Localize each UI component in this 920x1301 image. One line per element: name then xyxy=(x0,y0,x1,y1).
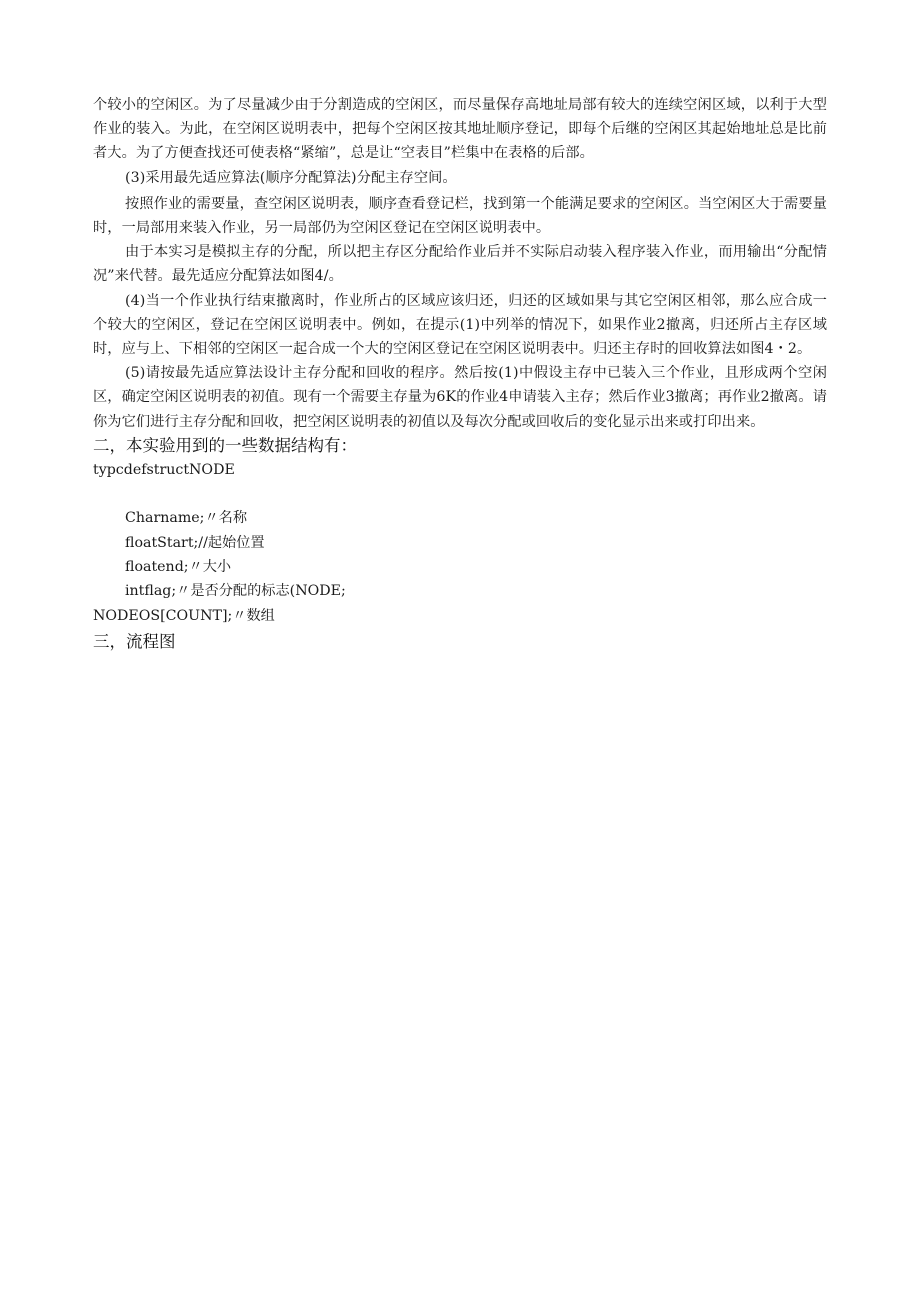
code-blank-line xyxy=(93,482,827,506)
code-line-name: Charname;〃名称 xyxy=(125,510,248,527)
paragraph-assignment-task: (5)请按最先适应算法设计主存分配和回收的程序。然后按(1)中假设主存中已装入三个作业，且形成两个空闲区，确定空闲区说明表的初值。现有一个需要主存量为6K的作业4申请装入主存；然后作业3撤离；再作业2撤离。请你为它们进行主存分配和回收，把空闲区说明表的初值以及每次分配或回收后的变化显示出来或打印出来。 xyxy=(93,365,827,430)
document-page xyxy=(93,93,827,654)
paragraph-first-fit-search: 按照作业的需要量，查空闲区说明表，顺序查看登记栏，找到第一个能满足要求的空闲区。当空闲区大于需要量时，一局部用来装入作业，另一局部仍为空闲区登记在空闲区说明表中。 xyxy=(93,195,827,237)
code-line-start: floatStart;//起始位置 xyxy=(125,534,265,551)
paragraph-simulation-note: 由于本实习是模拟主存的分配，所以把主存区分配给作业后并不实际启动装入程序装入作业，而用输出“分配情况”来代替。最先适应分配算法如图4/。 xyxy=(93,244,827,285)
section-heading-data-structures: 二，本实验用到的一些数据结构有： xyxy=(93,435,357,455)
code-line-array: NODEOS[COUNT];〃数组 xyxy=(93,607,275,624)
paragraph-free-area-ordering: 个较小的空闲区。为了尽量减少由于分割造成的空闲区，而尽量保存高地址局部有较大的连续空闲区域，以利于大型作业的装入。为此，在空闲区说明表中，把每个空闲区按其地址顺序登记，即每个后继的空闲区其起始地址总是比前者大。为了方便查找还可使表格“紧缩”，总是让“空表目”栏集中在表格的后部。 xyxy=(93,97,827,162)
code-block xyxy=(93,458,827,628)
section-heading-flowchart: 三，流程图 xyxy=(93,632,176,652)
paragraph-release-merge: (4)当一个作业执行结束撤离时，作业所占的区域应该归还，归还的区域如果与其它空闲区相邻，那么应合成一个较大的空闲区，登记在空闲区说明表中。例如，在提示(1)中列举的情况下，如果作业2撤离，归还所占主存区域时，应与上、下相邻的空闲区一起合成一个大的空闲区登记在空闲区说明表中。归还主存时的回收算法如图4・2。 xyxy=(93,292,827,358)
paragraph-first-fit-step: (3)采用最先适应算法(顺序分配算法)分配主存空间。 xyxy=(125,169,457,186)
code-line-typedef: typcdefstructNODE xyxy=(93,461,235,478)
code-line-end: floatend;〃大小 xyxy=(125,559,232,576)
code-line-flag: intflag;〃是否分配的标志(NODE; xyxy=(125,583,346,600)
